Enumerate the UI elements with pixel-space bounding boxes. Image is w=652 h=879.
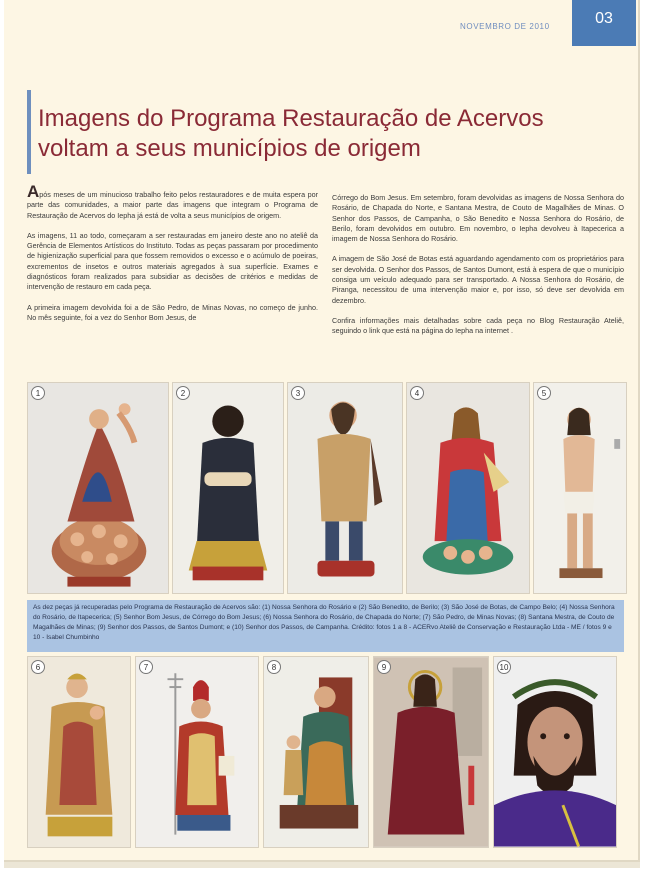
- photo-number: 3: [291, 386, 305, 400]
- photo-number: 5: [537, 386, 551, 400]
- photo-row-top: [27, 382, 627, 594]
- photo-number: 9: [377, 660, 391, 674]
- title-line-1: Imagens do Programa Restauração de Acervos: [38, 105, 544, 132]
- photo-4: [406, 382, 530, 594]
- photo-5: [533, 382, 627, 594]
- drop-cap: A: [27, 182, 40, 201]
- madonna-with-cherubs-statue: [28, 383, 168, 593]
- page-number-text: 03: [595, 10, 613, 27]
- photo-number: 2: [176, 386, 190, 400]
- saint-anne-statue: [264, 657, 368, 847]
- photo-9: [373, 656, 489, 848]
- paragraph: A imagem de São José de Botas está aguardando agendamento com os proprietários para ser devolvida. O Senhor dos Passos, de Santos Dumont, está à espera de que o município consiga um veículo adequado para ser transportado. A Nossa Senhora do Rosário, de Piranga, necessitou de uma intervenção maior e, por isso, só deve ser devolvida em dezembro.: [332, 254, 624, 305]
- photo-3: [287, 382, 403, 594]
- paragraph: Córrego do Bom Jesus. Em setembro, foram devolvidas as imagens de Nossa Senhora do Rosário, de Chapada do Norte, e Santana Mestra, de Couto de Magalhães de Minas. O Senhor dos Passos, de Campanha, o São Benedito e Nossa Senhora do Rosário, de Berilo, foram devolvidos em outubro. Em novembro, o Iepha devolveu à Itapecerica a imagem de Nossa Senhora do Rosário.: [332, 193, 624, 244]
- lord-of-steps-statue: [374, 657, 488, 847]
- paragraph: Confira informações mais detalhadas sobre cada peça no Blog Restauração Ateliê, seguindo o link que está na página do Iepha na internet .: [332, 315, 624, 336]
- saint-peter-statue: [136, 657, 258, 847]
- saint-benedict-statue: [173, 383, 283, 593]
- photo-2: [172, 382, 284, 594]
- christ-at-column-statue: [534, 383, 626, 593]
- photo-number: 8: [267, 660, 281, 674]
- issue-date: NOVEMBRO DE 2010: [460, 22, 550, 31]
- photo-1: [27, 382, 169, 594]
- photo-8: [263, 656, 369, 848]
- saint-joseph-statue: [288, 383, 402, 593]
- title-line-2: voltam a seus municípios de origem: [38, 135, 421, 162]
- page-number: [572, 0, 636, 46]
- photo-number: 4: [410, 386, 424, 400]
- photo-number: 1: [31, 386, 45, 400]
- page-shadow: [4, 862, 640, 868]
- photo-number: 6: [31, 660, 45, 674]
- madonna-and-child-statue: [28, 657, 130, 847]
- article-left-column: [27, 182, 318, 333]
- paragraph: A primeira imagem devolvida foi a de São Pedro, de Minas Novas, no começo de junho. No mês seguinte, foi a vez do Senhor Bom Jesus, de: [27, 302, 318, 322]
- madonna-rosary-statue: [407, 383, 529, 593]
- paragraph: As imagens, 11 ao todo, começaram a ser restauradas em janeiro deste ano no ateliê da Gerência de Elementos Artísticos do Instituto. Todas as peças passaram por procedimento de higienização superficial para que fossem removidos o excesso e o acúmulo de poeiras, excrementos de insetos e outros materiais agregados à sua superfície. Exames e diagnósticos foram realizados para subsidiar as decisões de critérios e medidas de intervenção de restauro em cada peça.: [27, 230, 318, 292]
- title-accent-bar: [27, 90, 31, 174]
- photo-caption: As dez peças já recuperadas pelo Programa de Restauração de Acervos são: (1) Nossa Senhora do Rosário e (2) São Benedito, de Berilo; (3) São José de Botas, de Campo Belo; (4) Nossa Senhora do Rosário, de Itapecerica; (5) Senhor Bom Jesus, de Córrego do Bom Jesus; (6) Nossa Senhora do Rosário, de Chapada do Norte; (7) São Pedro, de Minas Novas; (8) Santana Mestra, de Couto de Magalhães de Minas; (9) Senhor dos Passos, de Santos Dumont; e (10) Senhor dos Passos, de Campanha. Crédito: fotos 1 a 8 - ACERvo Ateliê de Conservação e Restauração Ltda - ME / fotos 9 e 10 - Isabel Chumbinho: [27, 600, 624, 652]
- photo-7: [135, 656, 259, 848]
- christ-face-statue: [494, 657, 616, 847]
- photo-10: [493, 656, 617, 848]
- article-right-column: [332, 193, 624, 347]
- paragraph: Após meses de um minucioso trabalho feito pelos restauradores e de muita espera por parte das comunidades, a maior parte das imagens que integram o Programa de Restauração de Acervos do Iepha já está de volta a seus municípios de origem.: [27, 182, 318, 220]
- photo-number: 10: [497, 660, 511, 674]
- photo-row-bottom: [27, 656, 617, 848]
- article-title: [38, 104, 598, 164]
- photo-number: 7: [139, 660, 153, 674]
- photo-6: [27, 656, 131, 848]
